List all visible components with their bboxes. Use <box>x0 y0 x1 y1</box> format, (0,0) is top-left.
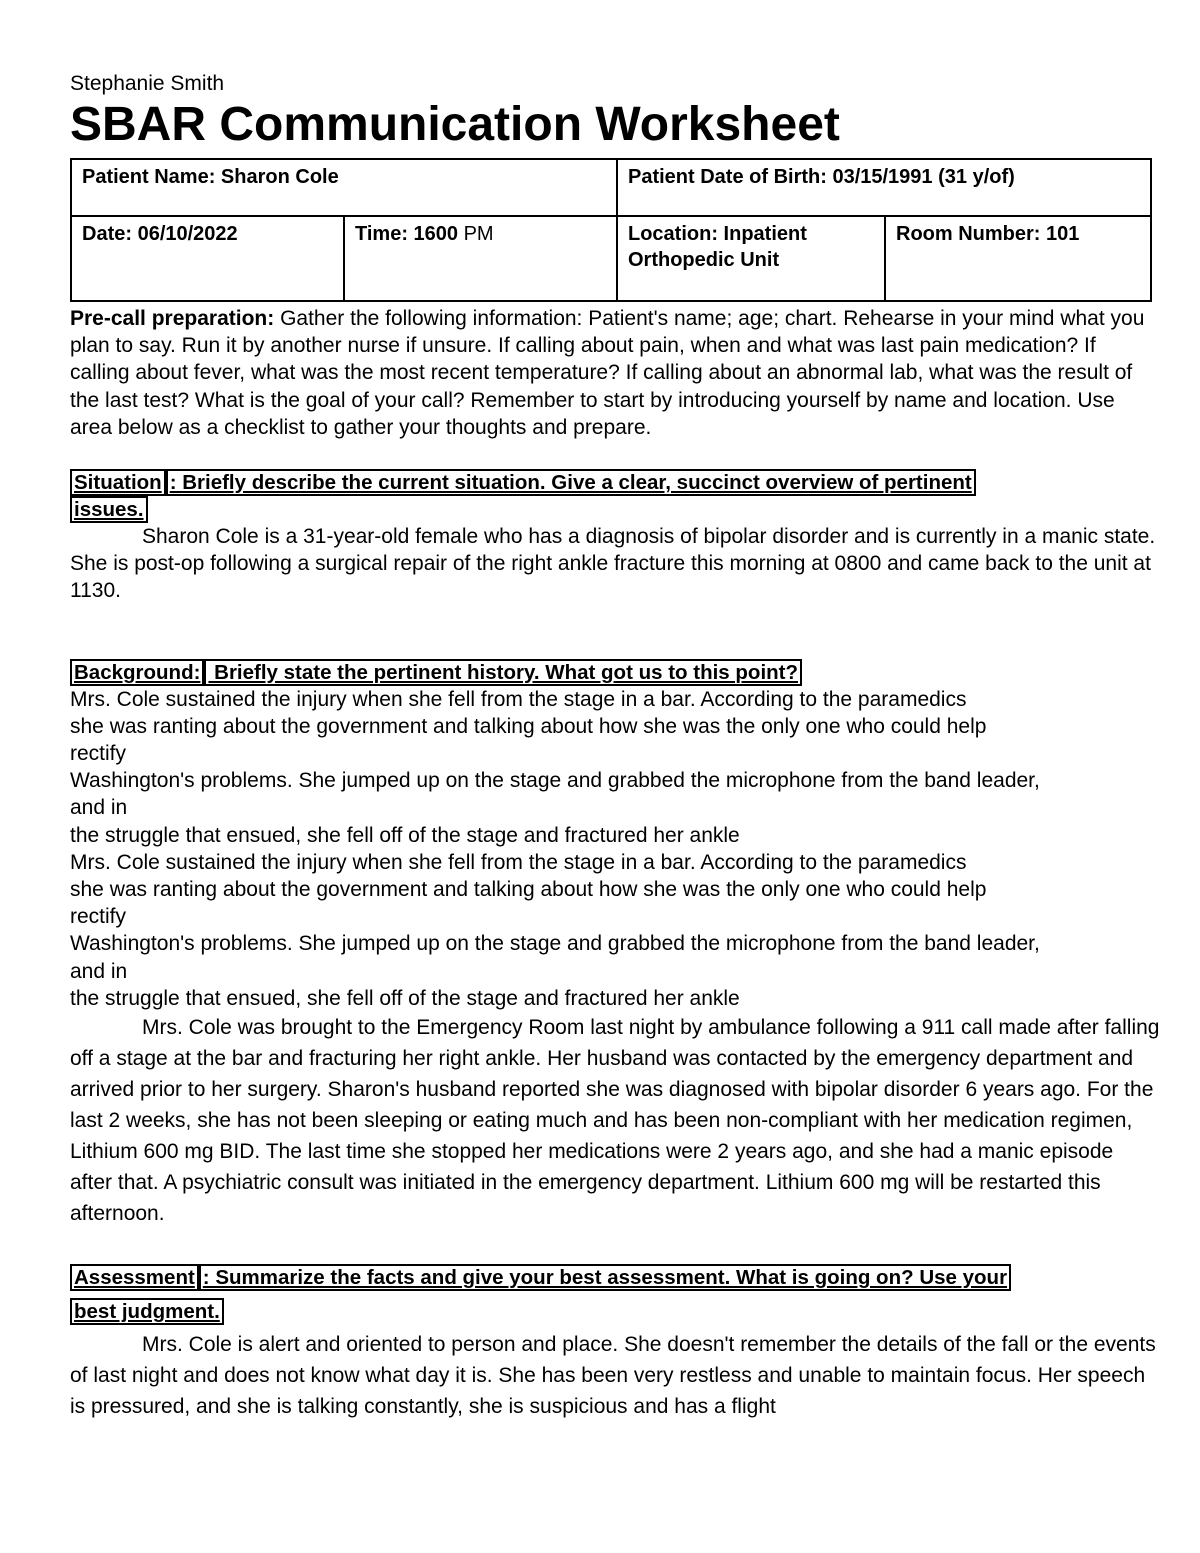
situation-heading-line2 <box>70 496 1160 523</box>
situation-prompt-line2: issues. <box>70 496 148 523</box>
assessment-text: Mrs. Cole is alert and oriented to person and place. She doesn't remember the details of the fall or the events of last night and does not know what day it is. She has been very restless and unable to maintain focus. Her speech is pressured, and she is talking constantly, she is suspicious and has a flight <box>70 1333 1156 1419</box>
background-line: she was ranting about the government and talking about how she was the only one who could help <box>70 878 987 902</box>
precall-preparation <box>70 305 1160 441</box>
background-line: and in <box>70 959 128 983</box>
background-line: Mrs. Cole sustained the injury when she fell from the stage in a bar. According to the paramedics <box>70 687 967 711</box>
background-section <box>70 659 1160 1229</box>
background-paragraph: Mrs. Cole was brought to the Emergency Room last night by ambulance following a 911 call made after falling off a stage at the bar and fracturing her right ankle. Her husband was contacted by the emergency department and arrived prior to her surgery. Sharon's husband reported she was diagnosed with bipolar disorder 6 years ago. For the last 2 weeks, she has not been sleeping or eating much and has been non-compliant with her medication regimen, Lithium 600 mg BID. The last time she stopped her medications were 2 years ago, and she had a manic episode after that. A psychiatric consult was initiated in the emergency department. Lithium 600 mg will be restarted this afternoon. <box>70 1016 1160 1226</box>
time-label: Time: 1600 <box>355 223 459 245</box>
spacer <box>70 605 1160 659</box>
background-label: Background: <box>70 659 204 686</box>
patient-dob-cell: Patient Date of Birth: 03/15/1991 (31 y/of) <box>617 159 1151 216</box>
assessment-section <box>70 1261 1160 1422</box>
assessment-prompt-line1: : Summarize the facts and give your best assessment. What is going on? Use your <box>199 1264 1011 1291</box>
page-title: SBAR Communication Worksheet <box>70 98 840 151</box>
background-line: she was ranting about the government and talking about how she was the only one who could help <box>70 714 987 738</box>
situation-prompt-line1: : Briefly describe the current situation. Give a clear, succinct overview of pertinent <box>166 469 976 496</box>
background-line: and in <box>70 796 128 820</box>
background-line: rectify <box>70 742 127 766</box>
precall-label: Pre-call preparation: <box>70 307 275 330</box>
background-line: rectify <box>70 905 127 929</box>
worksheet-page <box>70 70 1160 1422</box>
situation-label: Situation <box>70 469 166 496</box>
background-prompt: Briefly state the pertinent history. What got us to this point? <box>204 659 802 686</box>
situation-text: Sharon Cole is a 31-year-old female who has a diagnosis of bipolar disorder and is currently in a manic state. She is post-op following a surgical repair of the right ankle fracture this morning at 0800 and came back to the unit at 1130. <box>70 525 1156 603</box>
assessment-label: Assessment <box>70 1264 199 1291</box>
time-cell <box>344 216 617 301</box>
date-cell: Date: 06/10/2022 <box>71 216 344 301</box>
situation-section <box>70 469 1160 605</box>
location-cell: Location: Inpatient Orthopedic Unit <box>617 216 885 301</box>
patient-info-table <box>70 158 1152 302</box>
background-line: the struggle that ensued, she fell off of the stage and fractured her ankle <box>70 823 740 847</box>
background-line: the struggle that ensued, she fell off of the stage and fractured her ankle <box>70 986 740 1010</box>
assessment-heading-line2 <box>70 1295 1160 1329</box>
room-number-cell: Room Number: 101 <box>885 216 1151 301</box>
precall-text: Gather the following information: Patient's name; age; chart. Rehearse in your mind what you plan to say. Run it by another nurse if unsure. If calling about pain, when and what was last pain medication? If calling about fever, what was the most recent temperature? If calling about an abnormal lab, what was the result of the last test? What is the goal of your call? Remember to start by introducing yourself by name and location. Use area below as a checklist to gather your thoughts and prepare. <box>70 307 1145 439</box>
background-heading <box>70 659 1160 686</box>
assessment-prompt-line2: best judgment. <box>70 1298 224 1325</box>
author-name: Stephanie Smith <box>70 72 225 95</box>
situation-heading <box>70 469 1160 496</box>
time-suffix: PM <box>458 223 494 245</box>
background-line: Washington's problems. She jumped up on the stage and grabbed the microphone from the band leader, <box>70 932 1040 956</box>
patient-name-cell: Patient Name: Sharon Cole <box>71 159 617 216</box>
background-line: Washington's problems. She jumped up on the stage and grabbed the microphone from the band leader, <box>70 769 1040 793</box>
background-line: Mrs. Cole sustained the injury when she fell from the stage in a bar. According to the paramedics <box>70 850 967 874</box>
assessment-heading <box>70 1261 1160 1295</box>
